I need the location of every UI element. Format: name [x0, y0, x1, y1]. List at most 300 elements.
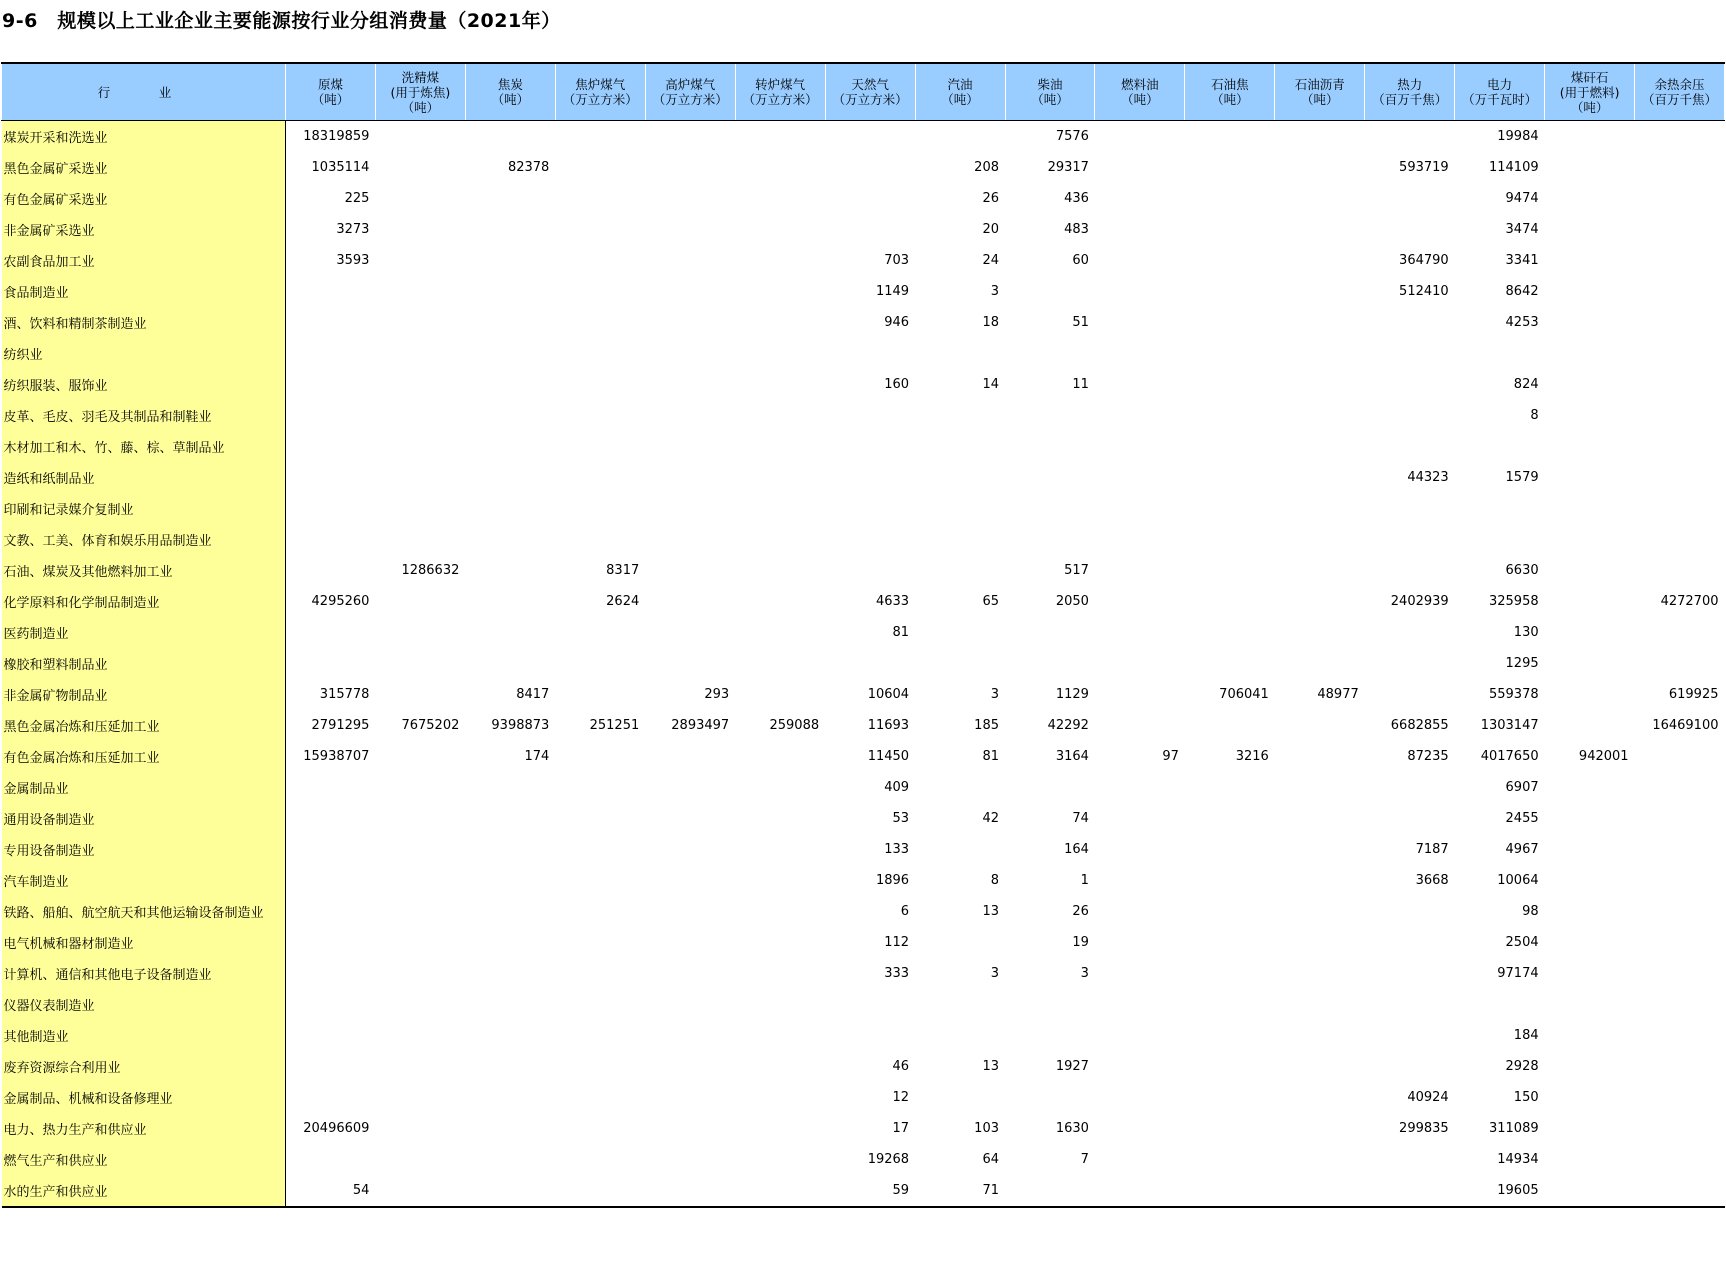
- value-cell: [735, 1144, 825, 1175]
- value-cell: [915, 648, 1005, 679]
- value-cell: [915, 493, 1005, 524]
- value-cell: [915, 989, 1005, 1020]
- value-cell: [1635, 245, 1725, 276]
- value-cell: [1365, 958, 1455, 989]
- value-cell: [1365, 121, 1455, 153]
- value-cell: [1095, 710, 1185, 741]
- value-cell: [1095, 214, 1185, 245]
- value-cell: 8417: [516, 687, 550, 702]
- value-cell: [555, 896, 645, 927]
- value-cell: [555, 617, 645, 648]
- value-cell: 10064: [1497, 873, 1539, 888]
- value-cell: [1095, 1144, 1185, 1175]
- table-row: [2, 1113, 1725, 1144]
- value-cell: [1005, 338, 1095, 369]
- column-header: [1095, 63, 1185, 121]
- table-row: [2, 1051, 1725, 1082]
- value-cell: 133: [884, 842, 910, 857]
- column-header-line: 汽油: [947, 77, 973, 92]
- industry-name-cell: 食品制造业: [2, 276, 286, 307]
- column-header: [915, 63, 1005, 121]
- value-cell: [915, 927, 1005, 958]
- value-cell: 3: [1080, 966, 1089, 981]
- value-cell: [645, 338, 735, 369]
- industry-name-cell: 燃气生产和供应业: [2, 1144, 286, 1175]
- value-cell: [645, 1175, 735, 1207]
- value-cell: [1635, 741, 1725, 772]
- value-cell: [735, 803, 825, 834]
- value-cell: [645, 989, 735, 1020]
- value-cell: [735, 989, 825, 1020]
- value-cell: 517: [1064, 563, 1089, 578]
- value-cell: [735, 1051, 825, 1082]
- value-cell: 13: [982, 904, 999, 919]
- value-cell: 65: [982, 594, 999, 609]
- value-cell: [555, 1175, 645, 1207]
- column-header-line: （万立方米）: [742, 92, 818, 107]
- industry-name-cell: 皮革、毛皮、羽毛及其制品和制鞋业: [2, 400, 286, 431]
- value-cell: [375, 834, 465, 865]
- value-cell: [1545, 1051, 1635, 1082]
- value-cell: [825, 152, 915, 183]
- value-cell: [1635, 648, 1725, 679]
- value-cell: [465, 927, 555, 958]
- value-cell: 311089: [1488, 1121, 1539, 1136]
- value-cell: [1275, 1113, 1365, 1144]
- value-cell: 483: [1064, 222, 1089, 237]
- value-cell: [465, 989, 555, 1020]
- value-cell: [1545, 152, 1635, 183]
- value-cell: [1185, 989, 1275, 1020]
- value-cell: [645, 307, 735, 338]
- value-cell: [1365, 989, 1455, 1020]
- column-header-line: （万立方米）: [652, 92, 728, 107]
- value-cell: 17: [892, 1121, 910, 1136]
- value-cell: [1635, 338, 1725, 369]
- table-row: [2, 679, 1725, 710]
- value-cell: [1365, 803, 1455, 834]
- column-header: [1005, 63, 1095, 121]
- value-cell: [645, 865, 735, 896]
- value-cell: 1035114: [311, 160, 370, 175]
- value-cell: [465, 772, 555, 803]
- value-cell: [465, 896, 555, 927]
- value-cell: [1185, 276, 1275, 307]
- table-row: [2, 524, 1725, 555]
- value-cell: [1545, 462, 1635, 493]
- value-cell: 4967: [1505, 842, 1539, 857]
- value-cell: [1185, 803, 1275, 834]
- value-cell: [1005, 493, 1095, 524]
- value-cell: [465, 276, 555, 307]
- column-header-line: 石油焦: [1211, 77, 1249, 92]
- value-cell: [1095, 586, 1185, 617]
- value-cell: [1185, 710, 1275, 741]
- value-cell: 1286632: [401, 563, 460, 578]
- table-row: [2, 586, 1725, 617]
- value-cell: [286, 896, 376, 927]
- table-row: [2, 1020, 1725, 1051]
- value-cell: [465, 648, 555, 679]
- value-cell: [286, 834, 376, 865]
- value-cell: [1275, 741, 1365, 772]
- value-cell: [375, 1051, 465, 1082]
- value-cell: 7: [1080, 1152, 1089, 1167]
- value-cell: 44323: [1407, 470, 1449, 485]
- column-header-line: （百万千焦）: [1372, 92, 1448, 107]
- value-cell: [1545, 493, 1635, 524]
- value-cell: [735, 927, 825, 958]
- page-title: 9-6 规模以上工业企业主要能源按行业分组消费量（2021年）: [2, 10, 561, 32]
- value-cell: [1005, 772, 1095, 803]
- value-cell: [555, 121, 645, 153]
- value-cell: [735, 276, 825, 307]
- table-row: [2, 865, 1725, 896]
- value-cell: [1095, 834, 1185, 865]
- value-cell: 14: [982, 377, 999, 392]
- value-cell: 619925: [1668, 687, 1719, 702]
- value-cell: [825, 524, 915, 555]
- industry-name-cell: 农副食品加工业: [2, 245, 286, 276]
- value-cell: [375, 1144, 465, 1175]
- value-cell: [645, 586, 735, 617]
- value-cell: [465, 1144, 555, 1175]
- value-cell: 2893497: [671, 718, 730, 733]
- value-cell: [1095, 276, 1185, 307]
- value-cell: 706041: [1219, 687, 1269, 702]
- table-row: [2, 121, 1725, 153]
- value-cell: [825, 648, 915, 679]
- value-cell: 112: [884, 935, 910, 950]
- value-cell: 946: [884, 315, 910, 330]
- value-cell: [1635, 431, 1725, 462]
- value-cell: [825, 493, 915, 524]
- value-cell: [915, 121, 1005, 153]
- value-cell: [286, 1144, 376, 1175]
- column-header-line: 高炉煤气: [665, 77, 716, 92]
- column-header: [645, 63, 735, 121]
- value-cell: [555, 865, 645, 896]
- value-cell: 24: [982, 253, 999, 268]
- value-cell: [1275, 1175, 1365, 1207]
- value-cell: [1185, 834, 1275, 865]
- value-cell: [1185, 493, 1275, 524]
- value-cell: 1579: [1505, 470, 1539, 485]
- value-cell: [1545, 617, 1635, 648]
- value-cell: [1545, 307, 1635, 338]
- value-cell: [1545, 865, 1635, 896]
- column-header-line: 焦炉煤气: [575, 77, 626, 92]
- value-cell: [645, 772, 735, 803]
- table-row: [2, 245, 1725, 276]
- value-cell: 315778: [319, 687, 370, 702]
- value-cell: [555, 524, 645, 555]
- value-cell: 14934: [1497, 1152, 1539, 1167]
- value-cell: [825, 183, 915, 214]
- value-cell: [645, 617, 735, 648]
- value-cell: [1545, 245, 1635, 276]
- value-cell: [645, 741, 735, 772]
- value-cell: [915, 617, 1005, 648]
- column-header-line: （吨）: [311, 92, 350, 107]
- value-cell: [375, 989, 465, 1020]
- table-row: [2, 617, 1725, 648]
- value-cell: [1635, 214, 1725, 245]
- value-cell: [1635, 772, 1725, 803]
- value-cell: 2928: [1505, 1059, 1539, 1074]
- value-cell: [375, 865, 465, 896]
- value-cell: [645, 1020, 735, 1051]
- value-cell: [1185, 927, 1275, 958]
- value-cell: [645, 927, 735, 958]
- value-cell: 3: [990, 284, 999, 299]
- value-cell: [1365, 896, 1455, 927]
- value-cell: [375, 214, 465, 245]
- value-cell: [375, 803, 465, 834]
- value-cell: [1185, 865, 1275, 896]
- industry-name-cell: 计算机、通信和其他电子设备制造业: [2, 958, 286, 989]
- value-cell: [1545, 400, 1635, 431]
- value-cell: 4253: [1505, 315, 1539, 330]
- column-header-line: （吨）: [1570, 99, 1609, 115]
- value-cell: 19268: [867, 1152, 910, 1167]
- industry-name-cell: 金属制品业: [2, 772, 286, 803]
- value-cell: [555, 741, 645, 772]
- value-cell: [1185, 1113, 1275, 1144]
- value-cell: 7187: [1415, 842, 1449, 857]
- value-cell: [1545, 183, 1635, 214]
- value-cell: [286, 338, 376, 369]
- value-cell: [1095, 617, 1185, 648]
- value-cell: [1185, 1051, 1275, 1082]
- value-cell: [286, 617, 376, 648]
- industry-name-cell: 酒、饮料和精制茶制造业: [2, 307, 286, 338]
- value-cell: 9474: [1505, 191, 1539, 206]
- column-header-line: 天然气: [851, 77, 889, 92]
- industry-name-cell: 其他制造业: [2, 1020, 286, 1051]
- value-cell: [1275, 121, 1365, 153]
- value-cell: 42292: [1047, 718, 1089, 733]
- value-cell: [1635, 152, 1725, 183]
- value-cell: [1095, 369, 1185, 400]
- value-cell: 2504: [1505, 935, 1539, 950]
- table-row: [2, 927, 1725, 958]
- value-cell: 1303147: [1480, 718, 1539, 733]
- value-cell: 559378: [1488, 687, 1539, 702]
- value-cell: [645, 152, 735, 183]
- industry-name-cell: 医药制造业: [2, 617, 286, 648]
- value-cell: [555, 772, 645, 803]
- value-cell: [555, 989, 645, 1020]
- table-row: [2, 772, 1725, 803]
- value-cell: [1275, 1082, 1365, 1113]
- value-cell: [375, 369, 465, 400]
- value-cell: [555, 183, 645, 214]
- industry-name-cell: 文教、工美、体育和娱乐用品制造业: [2, 524, 286, 555]
- column-header-industry: [2, 63, 286, 121]
- value-cell: [375, 927, 465, 958]
- value-cell: [1545, 834, 1635, 865]
- value-cell: [645, 896, 735, 927]
- value-cell: [1275, 710, 1365, 741]
- value-cell: [1275, 431, 1365, 462]
- value-cell: 1927: [1055, 1059, 1089, 1074]
- value-cell: 7675202: [401, 718, 460, 733]
- value-cell: [286, 772, 376, 803]
- value-cell: [555, 1082, 645, 1113]
- value-cell: [1185, 369, 1275, 400]
- value-cell: [645, 493, 735, 524]
- value-cell: [1185, 214, 1275, 245]
- value-cell: [375, 524, 465, 555]
- value-cell: [375, 245, 465, 276]
- value-cell: [735, 896, 825, 927]
- value-cell: [1365, 338, 1455, 369]
- value-cell: [375, 152, 465, 183]
- value-cell: [1275, 896, 1365, 927]
- value-cell: [1185, 896, 1275, 927]
- value-cell: [915, 400, 1005, 431]
- value-cell: [1005, 1082, 1095, 1113]
- value-cell: 16469100: [1652, 718, 1719, 733]
- value-cell: [1275, 865, 1365, 896]
- value-cell: [555, 400, 645, 431]
- value-cell: [1635, 1082, 1725, 1113]
- value-cell: [1095, 183, 1185, 214]
- value-cell: [1275, 152, 1365, 183]
- value-cell: [915, 834, 1005, 865]
- value-cell: [1095, 307, 1185, 338]
- value-cell: 251251: [589, 718, 640, 733]
- value-cell: [915, 431, 1005, 462]
- energy-consumption-table: [1, 62, 1725, 1208]
- value-cell: [645, 276, 735, 307]
- column-header: [735, 63, 825, 121]
- value-cell: [1545, 1175, 1635, 1207]
- table-row: [2, 307, 1725, 338]
- value-cell: [1185, 1020, 1275, 1051]
- value-cell: 18319859: [303, 129, 370, 144]
- value-cell: [1545, 276, 1635, 307]
- value-cell: [465, 1175, 555, 1207]
- value-cell: [375, 958, 465, 989]
- value-cell: [286, 648, 376, 679]
- column-header: [1545, 63, 1635, 121]
- value-cell: [645, 555, 735, 586]
- column-header-line: （百万千焦）: [1642, 92, 1718, 107]
- value-cell: [375, 586, 465, 617]
- value-cell: [1635, 1113, 1725, 1144]
- value-cell: [1185, 524, 1275, 555]
- value-cell: [1095, 679, 1185, 710]
- value-cell: [375, 462, 465, 493]
- value-cell: [465, 1113, 555, 1144]
- value-cell: [1545, 927, 1635, 958]
- industry-name-cell: 木材加工和木、竹、藤、棕、草制品业: [2, 431, 286, 462]
- value-cell: [1185, 958, 1275, 989]
- value-cell: [1005, 276, 1095, 307]
- value-cell: [1635, 989, 1725, 1020]
- value-cell: [645, 958, 735, 989]
- value-cell: 130: [1513, 625, 1539, 640]
- value-cell: [1185, 648, 1275, 679]
- industry-name-cell: 专用设备制造业: [2, 834, 286, 865]
- value-cell: [645, 462, 735, 493]
- value-cell: 20: [982, 222, 999, 237]
- value-cell: [375, 1175, 465, 1207]
- value-cell: [735, 462, 825, 493]
- value-cell: [1185, 555, 1275, 586]
- value-cell: 160: [884, 377, 910, 392]
- value-cell: [1275, 648, 1365, 679]
- value-cell: [1275, 400, 1365, 431]
- table-row: [2, 1082, 1725, 1113]
- value-cell: [1095, 865, 1185, 896]
- column-header-line: 电力: [1487, 77, 1513, 92]
- value-cell: 53: [892, 811, 910, 826]
- value-cell: [1365, 1051, 1455, 1082]
- value-cell: [735, 307, 825, 338]
- value-cell: [1275, 245, 1365, 276]
- value-cell: [645, 1082, 735, 1113]
- industry-name-cell: 通用设备制造业: [2, 803, 286, 834]
- value-cell: [1365, 493, 1455, 524]
- value-cell: [1545, 648, 1635, 679]
- value-cell: [1365, 431, 1455, 462]
- value-cell: [1005, 462, 1095, 493]
- value-cell: 97: [1162, 749, 1179, 764]
- value-cell: [645, 400, 735, 431]
- value-cell: [1635, 307, 1725, 338]
- value-cell: [465, 524, 555, 555]
- value-cell: [1545, 958, 1635, 989]
- value-cell: [1005, 1020, 1095, 1051]
- value-cell: 225: [344, 191, 370, 206]
- industry-name-cell: 废弃资源综合利用业: [2, 1051, 286, 1082]
- value-cell: [555, 1020, 645, 1051]
- value-cell: [375, 1113, 465, 1144]
- value-cell: [1365, 648, 1455, 679]
- value-cell: [1365, 214, 1455, 245]
- value-cell: [1095, 1175, 1185, 1207]
- value-cell: 512410: [1399, 284, 1449, 299]
- value-cell: 10604: [867, 687, 910, 702]
- value-cell: [465, 183, 555, 214]
- table-row: [2, 741, 1725, 772]
- value-cell: [1545, 369, 1635, 400]
- table-row: [2, 989, 1725, 1020]
- value-cell: 11450: [867, 749, 910, 764]
- value-cell: [1545, 896, 1635, 927]
- value-cell: [555, 648, 645, 679]
- value-cell: [1635, 865, 1725, 896]
- value-cell: 150: [1513, 1090, 1539, 1105]
- column-header: [465, 63, 555, 121]
- value-cell: 4295260: [311, 594, 370, 609]
- value-cell: [735, 121, 825, 153]
- value-cell: [555, 369, 645, 400]
- value-cell: [555, 245, 645, 276]
- value-cell: [645, 245, 735, 276]
- value-cell: [1455, 338, 1545, 369]
- table-row: [2, 462, 1725, 493]
- value-cell: [735, 152, 825, 183]
- value-cell: [735, 958, 825, 989]
- value-cell: [1095, 338, 1185, 369]
- column-header-line: （吨）: [491, 92, 530, 107]
- column-header-line: （吨）: [401, 99, 440, 115]
- value-cell: 4272700: [1660, 594, 1719, 609]
